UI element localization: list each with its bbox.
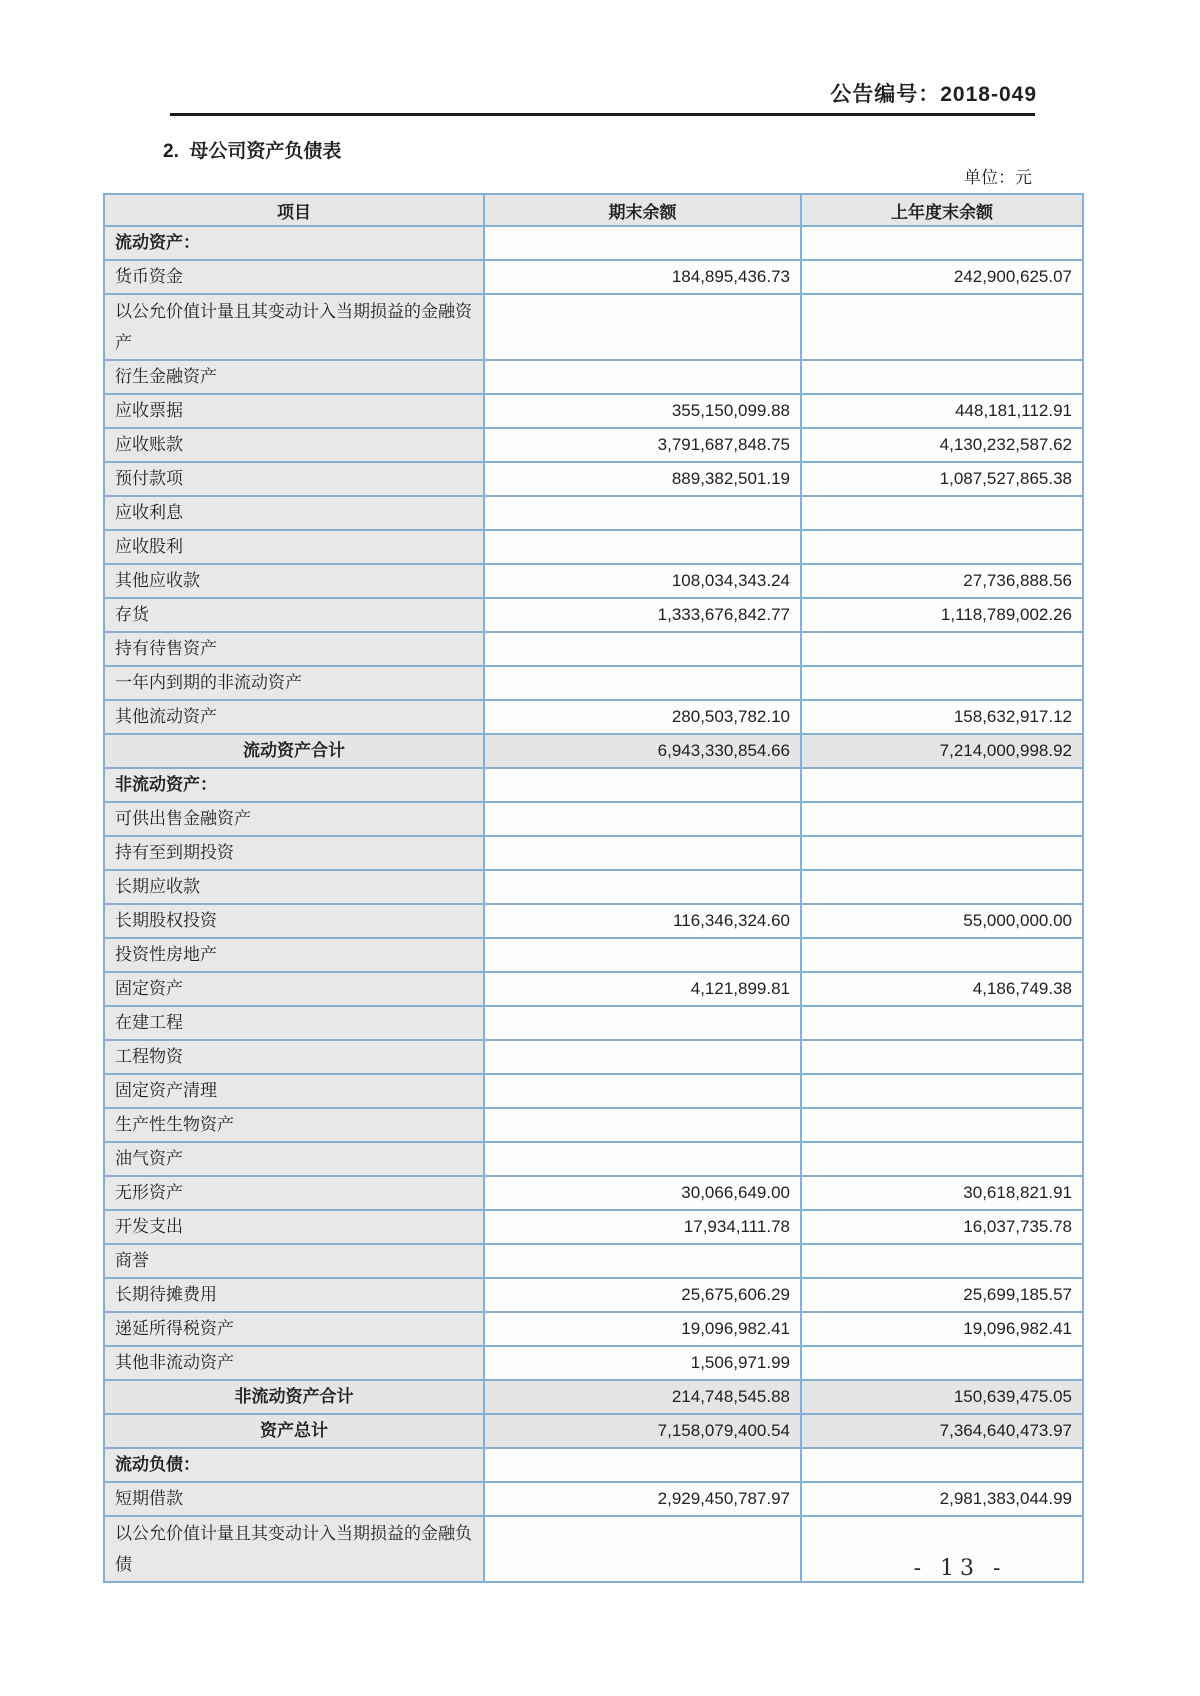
- table-row: [104, 1040, 1083, 1074]
- table-row: [104, 666, 1083, 700]
- row-label-cell: 在建工程: [104, 1006, 484, 1040]
- row-previous-cell: [801, 802, 1083, 836]
- row-current-cell: [484, 1516, 801, 1582]
- row-current-cell: [484, 1074, 801, 1108]
- row-current-cell: 30,066,649.00: [484, 1176, 801, 1210]
- row-current-cell: [484, 226, 801, 260]
- row-label-cell: 预付款项: [104, 462, 484, 496]
- row-current-cell: 184,895,436.73: [484, 260, 801, 294]
- row-previous-cell: [801, 1006, 1083, 1040]
- table-row: [104, 1278, 1083, 1312]
- row-label-cell: 以公允价值计量且其变动计入当期损益的金融负债: [104, 1516, 484, 1582]
- row-previous-cell: 4,186,749.38: [801, 972, 1083, 1006]
- row-current-cell: 214,748,545.88: [484, 1380, 801, 1414]
- row-label-cell: 无形资产: [104, 1176, 484, 1210]
- table-row: [104, 1380, 1083, 1414]
- row-label-cell: 资产总计: [104, 1414, 484, 1448]
- row-current-cell: 889,382,501.19: [484, 462, 801, 496]
- row-current-cell: [484, 496, 801, 530]
- row-previous-cell: 448,181,112.91: [801, 394, 1083, 428]
- row-label-cell: 衍生金融资产: [104, 360, 484, 394]
- announcement-number: 公告编号：2018-049: [830, 83, 1037, 106]
- table-row: [104, 1176, 1083, 1210]
- row-previous-cell: [801, 294, 1083, 360]
- row-current-cell: [484, 1006, 801, 1040]
- table-row: [104, 428, 1083, 462]
- row-label-cell: 可供出售金融资产: [104, 802, 484, 836]
- row-current-cell: [484, 836, 801, 870]
- table-row: [104, 564, 1083, 598]
- row-current-cell: 25,675,606.29: [484, 1278, 801, 1312]
- row-current-cell: 280,503,782.10: [484, 700, 801, 734]
- table-row: [104, 938, 1083, 972]
- table-row: [104, 836, 1083, 870]
- table-row: [104, 394, 1083, 428]
- table-row: [104, 802, 1083, 836]
- row-previous-cell: 1,118,789,002.26: [801, 598, 1083, 632]
- row-current-cell: [484, 1142, 801, 1176]
- row-label-cell: 生产性生物资产: [104, 1108, 484, 1142]
- row-previous-cell: 25,699,185.57: [801, 1278, 1083, 1312]
- row-previous-cell: [801, 1074, 1083, 1108]
- row-previous-cell: 16,037,735.78: [801, 1210, 1083, 1244]
- row-current-cell: 4,121,899.81: [484, 972, 801, 1006]
- row-current-cell: [484, 938, 801, 972]
- row-previous-cell: 4,130,232,587.62: [801, 428, 1083, 462]
- row-previous-cell: [801, 1244, 1083, 1278]
- page-title: 2. 母公司资产负债表: [163, 141, 342, 162]
- row-label-cell: 以公允价值计量且其变动计入当期损益的金融资产: [104, 294, 484, 360]
- row-current-cell: [484, 1108, 801, 1142]
- row-previous-cell: 30,618,821.91: [801, 1176, 1083, 1210]
- row-label-cell: 其他非流动资产: [104, 1346, 484, 1380]
- row-current-cell: 17,934,111.78: [484, 1210, 801, 1244]
- column-header-current-balance: 期末余额: [484, 194, 801, 226]
- row-previous-cell: [801, 836, 1083, 870]
- row-current-cell: 7,158,079,400.54: [484, 1414, 801, 1448]
- row-label-cell: 递延所得税资产: [104, 1312, 484, 1346]
- row-previous-cell: [801, 1448, 1083, 1482]
- row-label-cell: 货币资金: [104, 260, 484, 294]
- header-divider: [170, 113, 1035, 116]
- row-current-cell: [484, 870, 801, 904]
- row-current-cell: 1,333,676,842.77: [484, 598, 801, 632]
- row-label-cell: 长期股权投资: [104, 904, 484, 938]
- table-row: [104, 226, 1083, 260]
- row-previous-cell: [801, 632, 1083, 666]
- table-row: [104, 360, 1083, 394]
- table-row: [104, 1414, 1083, 1448]
- table-row: [104, 1074, 1083, 1108]
- row-current-cell: 355,150,099.88: [484, 394, 801, 428]
- row-current-cell: 116,346,324.60: [484, 904, 801, 938]
- page-number: - 13 -: [913, 1556, 1007, 1581]
- row-previous-cell: [801, 666, 1083, 700]
- row-previous-cell: 55,000,000.00: [801, 904, 1083, 938]
- row-label-cell: 应收票据: [104, 394, 484, 428]
- row-previous-cell: [801, 1346, 1083, 1380]
- row-label-cell: 应收利息: [104, 496, 484, 530]
- row-previous-cell: [801, 938, 1083, 972]
- row-label-cell: 非流动资产合计: [104, 1380, 484, 1414]
- row-current-cell: [484, 802, 801, 836]
- table-row: [104, 1346, 1083, 1380]
- row-label-cell: 持有待售资产: [104, 632, 484, 666]
- row-current-cell: [484, 1040, 801, 1074]
- row-label-cell: 固定资产清理: [104, 1074, 484, 1108]
- row-previous-cell: [801, 870, 1083, 904]
- row-current-cell: [484, 530, 801, 564]
- row-current-cell: 108,034,343.24: [484, 564, 801, 598]
- table-row: [104, 632, 1083, 666]
- column-header-previous-year-balance: 上年度末余额: [801, 194, 1083, 226]
- row-label-cell: 应收股利: [104, 530, 484, 564]
- row-label-cell: 短期借款: [104, 1482, 484, 1516]
- row-label-cell: 流动资产：: [104, 226, 484, 260]
- table-row: [104, 904, 1083, 938]
- row-label-cell: 开发支出: [104, 1210, 484, 1244]
- row-previous-cell: 1,087,527,865.38: [801, 462, 1083, 496]
- table-row: [104, 1210, 1083, 1244]
- row-previous-cell: [801, 1142, 1083, 1176]
- row-label-cell: 流动资产合计: [104, 734, 484, 768]
- row-label-cell: 流动负债：: [104, 1448, 484, 1482]
- row-current-cell: 2,929,450,787.97: [484, 1482, 801, 1516]
- row-previous-cell: 150,639,475.05: [801, 1380, 1083, 1414]
- table-row: [104, 1108, 1083, 1142]
- row-previous-cell: [801, 226, 1083, 260]
- row-label-cell: 应收账款: [104, 428, 484, 462]
- table-row: [104, 530, 1083, 564]
- row-label-cell: 工程物资: [104, 1040, 484, 1074]
- row-label-cell: 投资性房地产: [104, 938, 484, 972]
- row-previous-cell: 2,981,383,044.99: [801, 1482, 1083, 1516]
- row-previous-cell: [801, 360, 1083, 394]
- row-previous-cell: 7,364,640,473.97: [801, 1414, 1083, 1448]
- row-current-cell: [484, 632, 801, 666]
- row-current-cell: [484, 666, 801, 700]
- row-current-cell: 1,506,971.99: [484, 1346, 801, 1380]
- unit-label: 单位：元: [964, 168, 1032, 187]
- table-row: [104, 496, 1083, 530]
- table-row: [104, 972, 1083, 1006]
- table-row: [104, 1448, 1083, 1482]
- row-label-cell: 商誉: [104, 1244, 484, 1278]
- row-current-cell: [484, 1244, 801, 1278]
- row-current-cell: [484, 294, 801, 360]
- row-label-cell: 一年内到期的非流动资产: [104, 666, 484, 700]
- table-row: [104, 598, 1083, 632]
- row-label-cell: 其他流动资产: [104, 700, 484, 734]
- row-label-cell: 油气资产: [104, 1142, 484, 1176]
- table-row: [104, 734, 1083, 768]
- row-previous-cell: 7,214,000,998.92: [801, 734, 1083, 768]
- row-label-cell: 长期待摊费用: [104, 1278, 484, 1312]
- row-previous-cell: [801, 530, 1083, 564]
- row-previous-cell: [801, 1108, 1083, 1142]
- row-label-cell: 非流动资产：: [104, 768, 484, 802]
- table-row: [104, 768, 1083, 802]
- row-label-cell: 存货: [104, 598, 484, 632]
- balance-sheet-table: [103, 193, 1084, 1583]
- row-label-cell: 固定资产: [104, 972, 484, 1006]
- table-row: [104, 260, 1083, 294]
- table-row: [104, 700, 1083, 734]
- table-row: [104, 1244, 1083, 1278]
- table-row: [104, 870, 1083, 904]
- row-previous-cell: 27,736,888.56: [801, 564, 1083, 598]
- row-previous-cell: 19,096,982.41: [801, 1312, 1083, 1346]
- table-row: [104, 1312, 1083, 1346]
- row-current-cell: [484, 768, 801, 802]
- row-current-cell: [484, 360, 801, 394]
- row-label-cell: 长期应收款: [104, 870, 484, 904]
- row-current-cell: 3,791,687,848.75: [484, 428, 801, 462]
- row-previous-cell: [801, 768, 1083, 802]
- row-previous-cell: [801, 496, 1083, 530]
- row-current-cell: 6,943,330,854.66: [484, 734, 801, 768]
- row-previous-cell: 158,632,917.12: [801, 700, 1083, 734]
- table-header-row: [104, 194, 1083, 226]
- table-row: [104, 1482, 1083, 1516]
- table-row: [104, 1006, 1083, 1040]
- row-label-cell: 其他应收款: [104, 564, 484, 598]
- row-current-cell: 19,096,982.41: [484, 1312, 801, 1346]
- row-previous-cell: [801, 1040, 1083, 1074]
- table-row: [104, 1142, 1083, 1176]
- row-current-cell: [484, 1448, 801, 1482]
- table-row: [104, 294, 1083, 360]
- column-header-item: 项目: [104, 194, 484, 226]
- table-row: [104, 462, 1083, 496]
- row-label-cell: 持有至到期投资: [104, 836, 484, 870]
- row-previous-cell: 242,900,625.07: [801, 260, 1083, 294]
